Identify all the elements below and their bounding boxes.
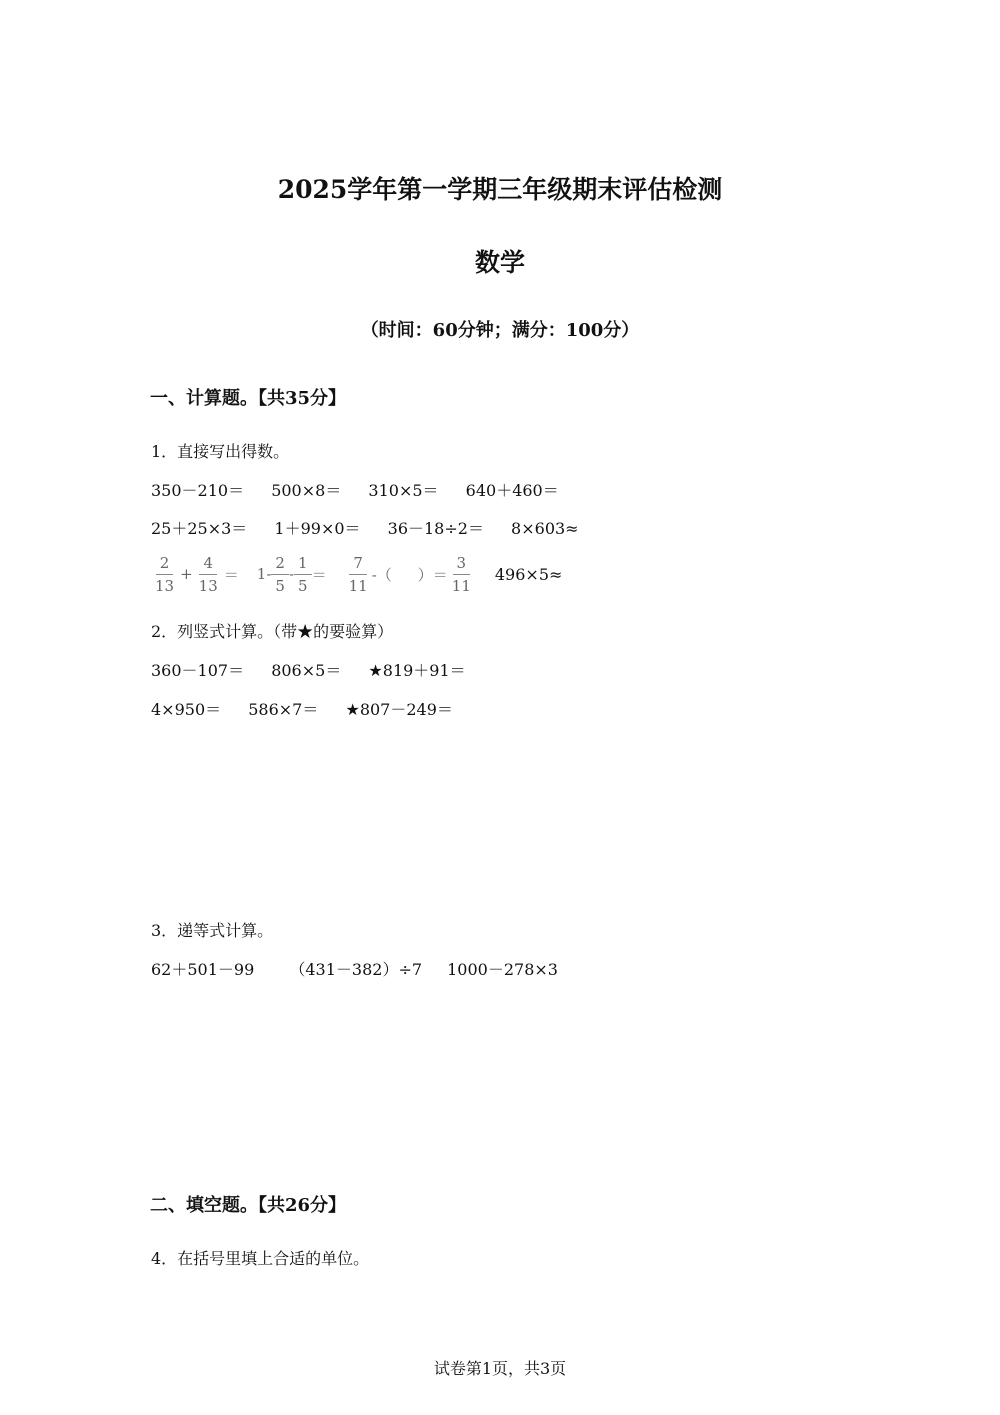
exam-title: 2025学年第一学期三年级期末评估检测 [277,175,723,204]
q3-row-1 [151,957,558,980]
q2-r2-item: 586×7＝ [248,700,319,719]
q3-item: （431－382）÷7 [289,960,423,979]
q1-row-2 [151,516,579,539]
section-2-heading: 二、填空题。【共26分】 [150,1195,347,1216]
q2-r2-item: ★807－249＝ [345,700,453,719]
fraction: $\frac{4}{13}$ [198,553,218,595]
fraction: $\frac{2}{5}$ [271,552,289,597]
q2-r1-item: 360－107＝ [151,661,245,680]
question-2-label: 2．列竖式计算。（带★的要验算） [151,622,394,641]
q1-r1-item: 640＋460＝ [465,481,559,500]
q1-r2-item: 25＋25×3＝ [151,519,248,538]
fraction: $\frac{3}{11}$ [451,553,471,595]
page-footer: 试卷第1页，共3页 [433,1359,567,1378]
q3-item: 62＋501－99 [151,960,255,979]
q1-r2-item: 36－18÷2＝ [387,519,484,538]
q2-row-2 [151,697,453,720]
fraction: $\frac{7}{11}$ [348,553,368,595]
q1-r1-item: 350－210＝ [151,481,245,500]
q1-r1-item: 310×5＝ [368,481,439,500]
subject-title: 数学 [474,248,525,277]
q1-row-3-fractions: $\frac{2}{13}$ + $\frac{4}{13}$ ＝ 1- $\frac{2}{5}$ - $\frac{1}{5}$ ＝ $\frac{7}{11}$ -（ ）＝ $\frac{3}{11}$ 496×5≈ [151,548,562,600]
q3-item: 1000－278×3 [447,960,558,979]
q1-r2-item: 1＋99×0＝ [274,519,361,538]
fraction: $\frac{1}{5}$ [294,552,312,597]
q1-row-1 [151,478,559,501]
exam-info: （时间：60分钟；满分：100分） [360,320,640,341]
section-1-heading: 一、计算题。【共35分】 [150,388,347,409]
fraction: $\frac{2}{13}$ [155,553,175,595]
question-4-label: 4．在括号里填上合适的单位。 [151,1249,370,1268]
q1-r2-item: 8×603≈ [511,519,579,538]
q2-r1-item: 806×5＝ [271,661,342,680]
q2-r2-item: 4×950＝ [151,700,222,719]
q1-r1-item: 500×8＝ [271,481,342,500]
q1-r3-approx: 496×5≈ [494,564,563,584]
q2-r1-item: ★819＋91＝ [368,661,466,680]
q2-row-1 [151,658,466,681]
question-3-label: 3．递等式计算。 [151,921,274,940]
question-1-label: 1．直接写出得数。 [151,442,290,461]
